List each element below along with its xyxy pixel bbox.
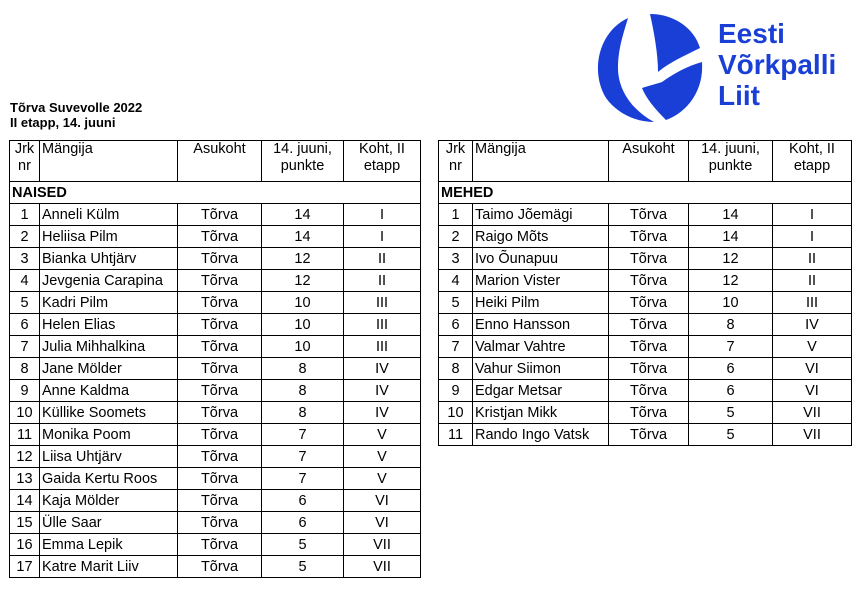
cell-jrk: 16 [10, 534, 40, 556]
cell-points: 5 [262, 534, 344, 556]
cell-location: Tõrva [178, 380, 262, 402]
cell-location: Tõrva [178, 490, 262, 512]
men-results-table [438, 140, 852, 446]
logo-wordmark [718, 18, 836, 111]
cell-player: Julia Mihhalkina [40, 336, 178, 358]
cell-location: Tõrva [178, 468, 262, 490]
cell-points: 6 [262, 512, 344, 534]
cell-player: Ivo Õunapuu [473, 248, 609, 270]
cell-location: Tõrva [178, 336, 262, 358]
cell-jrk: 2 [439, 226, 473, 248]
cell-place: VII [344, 556, 421, 578]
title-line-2: II etapp, 14. juuni [10, 115, 116, 130]
cell-jrk: 11 [10, 424, 40, 446]
table-row [10, 424, 421, 446]
volleyball-logo-icon [588, 12, 706, 124]
cell-location: Tõrva [609, 336, 689, 358]
cell-jrk: 15 [10, 512, 40, 534]
cell-jrk: 6 [10, 314, 40, 336]
cell-location: Tõrva [609, 380, 689, 402]
cell-jrk: 1 [439, 204, 473, 226]
cell-place: VII [773, 402, 852, 424]
cell-player: Taimo Jõemägi [473, 204, 609, 226]
cell-place: IV [344, 402, 421, 424]
table-row [10, 512, 421, 534]
cell-points: 8 [689, 314, 773, 336]
table-row [10, 402, 421, 424]
table-row [10, 314, 421, 336]
table-row [439, 314, 852, 336]
table-row [10, 468, 421, 490]
cell-location: Tõrva [178, 248, 262, 270]
cell-place: VII [773, 424, 852, 446]
cell-points: 14 [262, 204, 344, 226]
header-row [439, 141, 852, 182]
cell-player: Katre Marit Liiv [40, 556, 178, 578]
women-rows [10, 182, 421, 578]
cell-jrk: 10 [10, 402, 40, 424]
table-row [439, 226, 852, 248]
group-row [439, 182, 852, 204]
cell-jrk: 4 [10, 270, 40, 292]
cell-player: Heliisa Pilm [40, 226, 178, 248]
cell-points: 6 [689, 380, 773, 402]
table-row [439, 270, 852, 292]
header-player: Mängija [40, 141, 178, 182]
cell-jrk: 11 [439, 424, 473, 446]
logo-line-1: Eesti [718, 18, 785, 49]
cell-jrk: 3 [10, 248, 40, 270]
cell-jrk: 8 [439, 358, 473, 380]
cell-location: Tõrva [178, 270, 262, 292]
cell-points: 10 [262, 336, 344, 358]
cell-location: Tõrva [178, 512, 262, 534]
cell-location: Tõrva [178, 534, 262, 556]
table-row [10, 336, 421, 358]
header-place: Koht, II etapp [344, 141, 421, 182]
cell-location: Tõrva [609, 204, 689, 226]
table-row [10, 226, 421, 248]
table-row [10, 204, 421, 226]
cell-place: I [344, 204, 421, 226]
table-row [10, 534, 421, 556]
header-points: 14. juuni, punkte [689, 141, 773, 182]
cell-player: Liisa Uhtjärv [40, 446, 178, 468]
cell-player: Rando Ingo Vatsk [473, 424, 609, 446]
cell-player: Bianka Uhtjärv [40, 248, 178, 270]
table-row [10, 270, 421, 292]
cell-jrk: 8 [10, 358, 40, 380]
header-place: Koht, II etapp [773, 141, 852, 182]
evl-logo [588, 12, 848, 124]
cell-player: Kadri Pilm [40, 292, 178, 314]
cell-player: Kaja Mölder [40, 490, 178, 512]
cell-place: II [773, 248, 852, 270]
cell-location: Tõrva [609, 270, 689, 292]
cell-place: VI [773, 358, 852, 380]
cell-points: 12 [689, 248, 773, 270]
cell-player: Enno Hansson [473, 314, 609, 336]
header-location: Asukoht [609, 141, 689, 182]
cell-place: VII [344, 534, 421, 556]
cell-location: Tõrva [178, 314, 262, 336]
cell-place: IV [773, 314, 852, 336]
cell-location: Tõrva [178, 204, 262, 226]
cell-points: 8 [262, 402, 344, 424]
cell-jrk: 17 [10, 556, 40, 578]
cell-location: Tõrva [609, 314, 689, 336]
cell-place: IV [344, 380, 421, 402]
cell-jrk: 14 [10, 490, 40, 512]
cell-place: II [344, 270, 421, 292]
group-label-men: MEHED [439, 182, 852, 204]
cell-location: Tõrva [609, 292, 689, 314]
cell-location: Tõrva [178, 424, 262, 446]
cell-place: V [773, 336, 852, 358]
cell-player: Helen Elias [40, 314, 178, 336]
cell-place: V [344, 468, 421, 490]
cell-player: Vahur Siimon [473, 358, 609, 380]
cell-jrk: 7 [439, 336, 473, 358]
table-row [10, 490, 421, 512]
cell-points: 5 [262, 556, 344, 578]
cell-jrk: 7 [10, 336, 40, 358]
header-row [10, 141, 421, 182]
table-row [439, 424, 852, 446]
cell-player: Raigo Mõts [473, 226, 609, 248]
cell-points: 7 [262, 424, 344, 446]
cell-place: III [344, 292, 421, 314]
cell-place: I [773, 226, 852, 248]
cell-player: Emma Lepik [40, 534, 178, 556]
cell-place: III [773, 292, 852, 314]
women-results-table [9, 140, 421, 578]
cell-player: Jevgenia Carapina [40, 270, 178, 292]
cell-player: Küllike Soomets [40, 402, 178, 424]
table-row [439, 248, 852, 270]
document-title [10, 100, 142, 130]
cell-location: Tõrva [178, 292, 262, 314]
cell-player: Gaida Kertu Roos [40, 468, 178, 490]
cell-place: III [344, 336, 421, 358]
table-row [439, 380, 852, 402]
cell-jrk: 4 [439, 270, 473, 292]
cell-points: 10 [262, 292, 344, 314]
cell-points: 12 [262, 248, 344, 270]
title-line-1: Tõrva Suvevolle 2022 [10, 100, 143, 115]
cell-points: 10 [689, 292, 773, 314]
cell-jrk: 3 [439, 248, 473, 270]
cell-location: Tõrva [178, 402, 262, 424]
cell-location: Tõrva [609, 358, 689, 380]
cell-place: I [344, 226, 421, 248]
cell-points: 7 [262, 446, 344, 468]
table-row [439, 336, 852, 358]
cell-jrk: 1 [10, 204, 40, 226]
header-jrk: Jrk nr [10, 141, 40, 182]
cell-player: Heiki Pilm [473, 292, 609, 314]
cell-location: Tõrva [178, 226, 262, 248]
table-row [10, 446, 421, 468]
table-row [439, 204, 852, 226]
cell-points: 8 [262, 358, 344, 380]
cell-player: Anne Kaldma [40, 380, 178, 402]
cell-jrk: 2 [10, 226, 40, 248]
header-player: Mängija [473, 141, 609, 182]
cell-points: 12 [689, 270, 773, 292]
cell-place: IV [344, 358, 421, 380]
cell-place: VI [773, 380, 852, 402]
logo-line-3: Liit [718, 80, 760, 111]
cell-place: V [344, 424, 421, 446]
cell-jrk: 9 [10, 380, 40, 402]
cell-place: I [773, 204, 852, 226]
table-row [10, 358, 421, 380]
cell-jrk: 6 [439, 314, 473, 336]
cell-place: VI [344, 512, 421, 534]
cell-location: Tõrva [609, 226, 689, 248]
cell-player: Ülle Saar [40, 512, 178, 534]
cell-points: 14 [262, 226, 344, 248]
cell-location: Tõrva [178, 446, 262, 468]
cell-points: 7 [689, 336, 773, 358]
cell-points: 6 [262, 490, 344, 512]
cell-player: Monika Poom [40, 424, 178, 446]
cell-location: Tõrva [178, 556, 262, 578]
cell-place: II [344, 248, 421, 270]
table-row [10, 292, 421, 314]
cell-points: 14 [689, 204, 773, 226]
group-row [10, 182, 421, 204]
cell-jrk: 5 [10, 292, 40, 314]
header-location: Asukoht [178, 141, 262, 182]
cell-points: 5 [689, 402, 773, 424]
table-row [439, 402, 852, 424]
table-row [10, 380, 421, 402]
cell-jrk: 9 [439, 380, 473, 402]
table-row [10, 248, 421, 270]
cell-jrk: 10 [439, 402, 473, 424]
cell-player: Anneli Külm [40, 204, 178, 226]
cell-jrk: 13 [10, 468, 40, 490]
cell-points: 14 [689, 226, 773, 248]
group-label-women: NAISED [10, 182, 421, 204]
table-row [10, 556, 421, 578]
cell-place: II [773, 270, 852, 292]
cell-points: 8 [262, 380, 344, 402]
table-row [439, 358, 852, 380]
cell-player: Jane Mölder [40, 358, 178, 380]
table-row [439, 292, 852, 314]
men-rows [439, 182, 852, 446]
cell-points: 10 [262, 314, 344, 336]
cell-player: Kristjan Mikk [473, 402, 609, 424]
cell-place: V [344, 446, 421, 468]
cell-location: Tõrva [609, 248, 689, 270]
cell-place: VI [344, 490, 421, 512]
logo-line-2: Võrkpalli [718, 49, 837, 80]
cell-player: Edgar Metsar [473, 380, 609, 402]
cell-points: 12 [262, 270, 344, 292]
cell-points: 5 [689, 424, 773, 446]
cell-points: 6 [689, 358, 773, 380]
cell-jrk: 5 [439, 292, 473, 314]
header-points: 14. juuni, punkte [262, 141, 344, 182]
header-jrk: Jrk nr [439, 141, 473, 182]
cell-points: 7 [262, 468, 344, 490]
cell-location: Tõrva [178, 358, 262, 380]
cell-jrk: 12 [10, 446, 40, 468]
cell-place: III [344, 314, 421, 336]
cell-location: Tõrva [609, 402, 689, 424]
cell-player: Valmar Vahtre [473, 336, 609, 358]
cell-location: Tõrva [609, 424, 689, 446]
cell-player: Marion Vister [473, 270, 609, 292]
